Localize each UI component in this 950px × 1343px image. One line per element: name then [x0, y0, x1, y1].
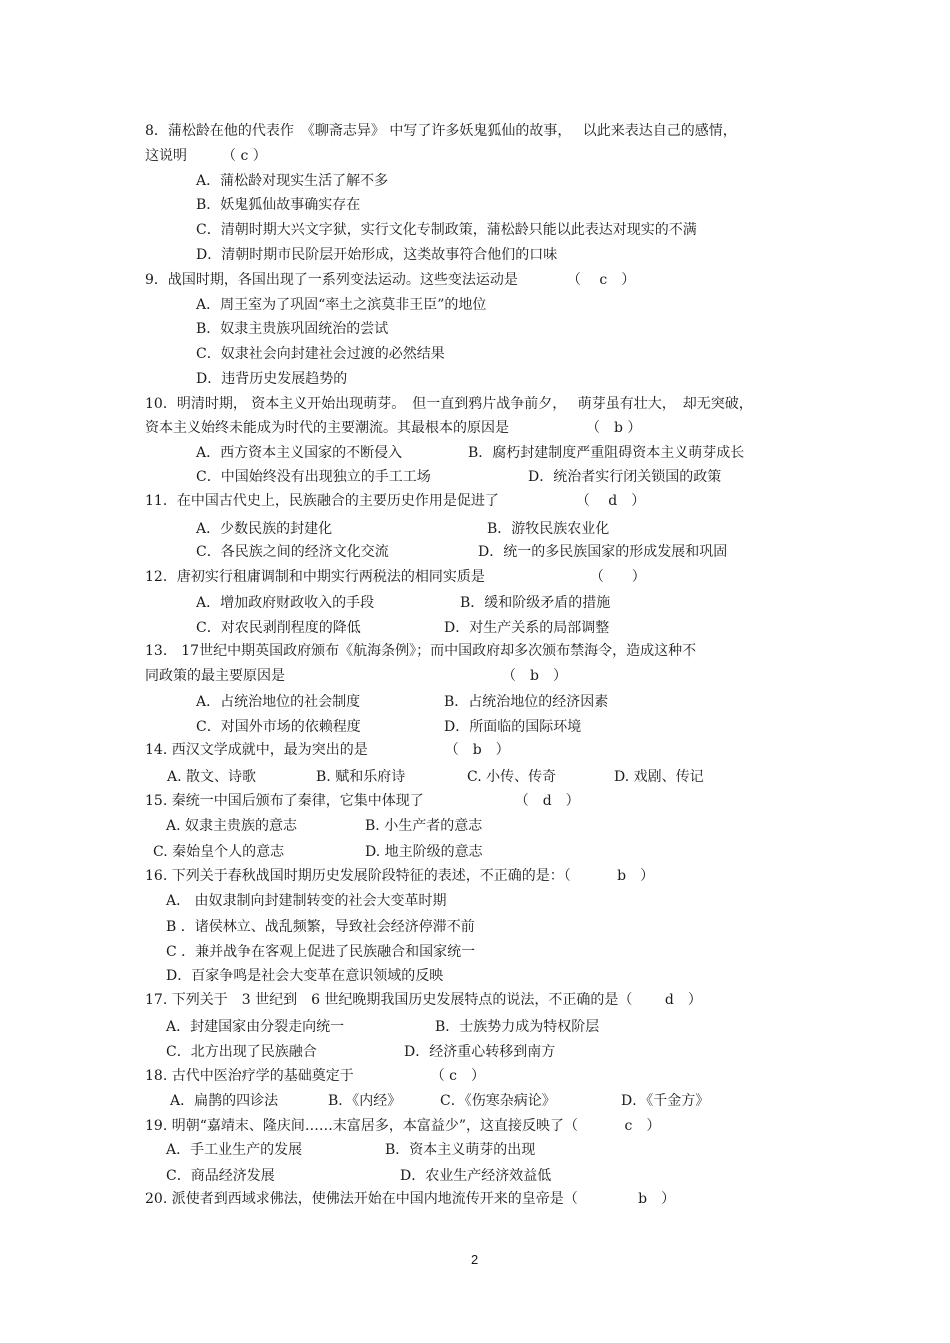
question-10-stem: 资本主义始终未能成为时代的主要潮流。其最根本的原因是 （ b ）	[145, 420, 642, 436]
option: D．《千金方》	[621, 1093, 710, 1109]
question-11-stem: 11．在中国古代史上，民族融合的主要历史作用是促进了 （ d ）	[145, 493, 646, 509]
question-13-stem: 13． 17世纪中期英国政府颁布《航海条例》；而中国政府却多次颁布禁海令，造成这种不	[145, 643, 697, 659]
option: D．对生产关系的局部调整	[444, 620, 610, 636]
question-13-stem: 同政策的最主要原因是 （ b ）	[145, 668, 567, 684]
option: B．游牧民族农业化	[487, 521, 610, 537]
option: D．所面临的国际环境	[444, 719, 582, 735]
option: C．清朝时期大兴文字狱，实行文化专制政策，蒲松龄只能以此表达对现实的不满	[196, 222, 697, 238]
option: B．腐朽封建制度严重阻碍资本主义萌芽成长	[468, 445, 745, 461]
question-10-stem: 10．明清时期， 资本主义开始出现萌芽。 但一直到鸦片战争前夕， 萌芽虽有壮大， 却无突破，	[145, 396, 753, 412]
option: D. 地主阶级的意志	[365, 844, 483, 860]
option: B．士族势力成为特权阶层	[435, 1019, 600, 1035]
option: B．缓和阶级矛盾的措施	[460, 595, 611, 611]
question-8-stem: 8．蒲松龄在他的代表作 《聊斋志异》 中写了许多妖鬼狐仙的故事， 以此来表达自己的感情，	[145, 123, 737, 139]
option: D. 戏剧、传记	[614, 769, 704, 785]
option: D．清朝时期市民阶层开始形成，这类故事符合他们的口味	[196, 247, 558, 263]
question-14-stem: 14. 西汉文学成就中，最为突出的是 （ b ）	[145, 742, 510, 758]
option: D．农业生产经济效益低	[400, 1168, 552, 1184]
option: A．少数民族的封建化	[196, 521, 333, 537]
option: B ．诸侯林立、战乱频繁，导致社会经济停滞不前	[166, 919, 475, 935]
option: A. 奴隶主贵族的意志	[166, 818, 298, 834]
question-9-stem: 9．战国时期，各国出现了一系列变法运动。这些变法运动是 （ c ）	[145, 272, 636, 288]
option: C．对国外市场的依赖程度	[196, 719, 361, 735]
option: A．手工业生产的发展	[166, 1142, 303, 1158]
option: C．商品经济发展	[166, 1168, 275, 1184]
option: D．百家争鸣是社会大变革在意识领域的反映	[166, 968, 444, 984]
option: A．封建国家由分裂走向统一	[166, 1019, 345, 1035]
option: C．奴隶社会向封建社会过渡的必然结果	[196, 346, 445, 362]
option: B．妖鬼狐仙故事确实存在	[196, 197, 361, 213]
option: D．经济重心转移到南方	[404, 1044, 556, 1060]
question-15-stem: 15. 秦统一中国后颁布了秦律，它集中体现了 （ d ）	[145, 793, 580, 809]
option: B. 小生产者的意志	[365, 818, 483, 834]
option: C．北方出现了民族融合	[166, 1044, 317, 1060]
option: C．《伤寒杂病论》	[440, 1093, 556, 1109]
question-16-stem: 16. 下列关于春秋战国时期历史发展阶段特征的表述，不正确的是：（ b ）	[145, 868, 655, 884]
option: A．周王室为了巩固“率土之滨莫非王臣”的地位	[196, 297, 487, 313]
option: A．西方资本主义国家的不断侵入	[196, 445, 403, 461]
option: C. 秦始皇个人的意志	[153, 844, 285, 860]
page-number: 2	[471, 1252, 479, 1267]
question-20-stem: 20. 派使者到西域求佛法，使佛法开始在中国内地流传开来的皇帝是（ b ）	[145, 1191, 676, 1207]
option: A．蒲松龄对现实生活了解不多	[196, 173, 389, 189]
question-12-stem: 12．唐初实行租庸调制和中期实行两税法的相同实质是 （ ）	[145, 569, 646, 585]
option: C. 小传、传奇	[467, 769, 557, 785]
option: C．对农民剥削程度的降低	[196, 620, 361, 636]
question-17-stem: 17. 下列关于 3 世纪到 6 世纪晚期我国历史发展特点的说法，不正确的是（ d ）	[145, 992, 702, 1008]
option: B．占统治地位的经济因素	[444, 694, 609, 710]
option: D．违背历史发展趋势的	[196, 371, 348, 387]
option: D．统治者实行闭关锁国的政策	[528, 469, 722, 485]
option: B．《内经》	[328, 1093, 402, 1109]
option: A． 由奴隶制向封建制转变的社会大变革时期	[166, 893, 447, 909]
option: A．占统治地位的社会制度	[196, 694, 361, 710]
option: C．各民族之间的经济文化交流	[196, 544, 389, 560]
question-18-stem: 18. 古代中医治疗学的基础奠定于 （ c ）	[145, 1068, 486, 1084]
option: C ．兼并战争在客观上促进了民族融合和国家统一	[166, 944, 476, 960]
option: B．奴隶主贵族巩固统治的尝试	[196, 321, 389, 337]
option: A. 散文、诗歌	[167, 769, 257, 785]
option: A．扁鹊的四诊法	[170, 1093, 279, 1109]
question-19-stem: 19. 明朝“嘉靖末、隆庆间……末富居多，本富益少”，这直接反映了（ c ）	[145, 1118, 661, 1134]
option: A．增加政府财政收入的手段	[196, 595, 375, 611]
option: C．中国始终没有出现独立的手工工场	[196, 469, 431, 485]
option: D．统一的多民族国家的形成发展和巩固	[478, 544, 728, 560]
option: B. 赋和乐府诗	[316, 769, 406, 785]
question-8-stem: 这说明 （ c ）	[145, 148, 267, 164]
option: B．资本主义萌芽的出现	[385, 1142, 536, 1158]
